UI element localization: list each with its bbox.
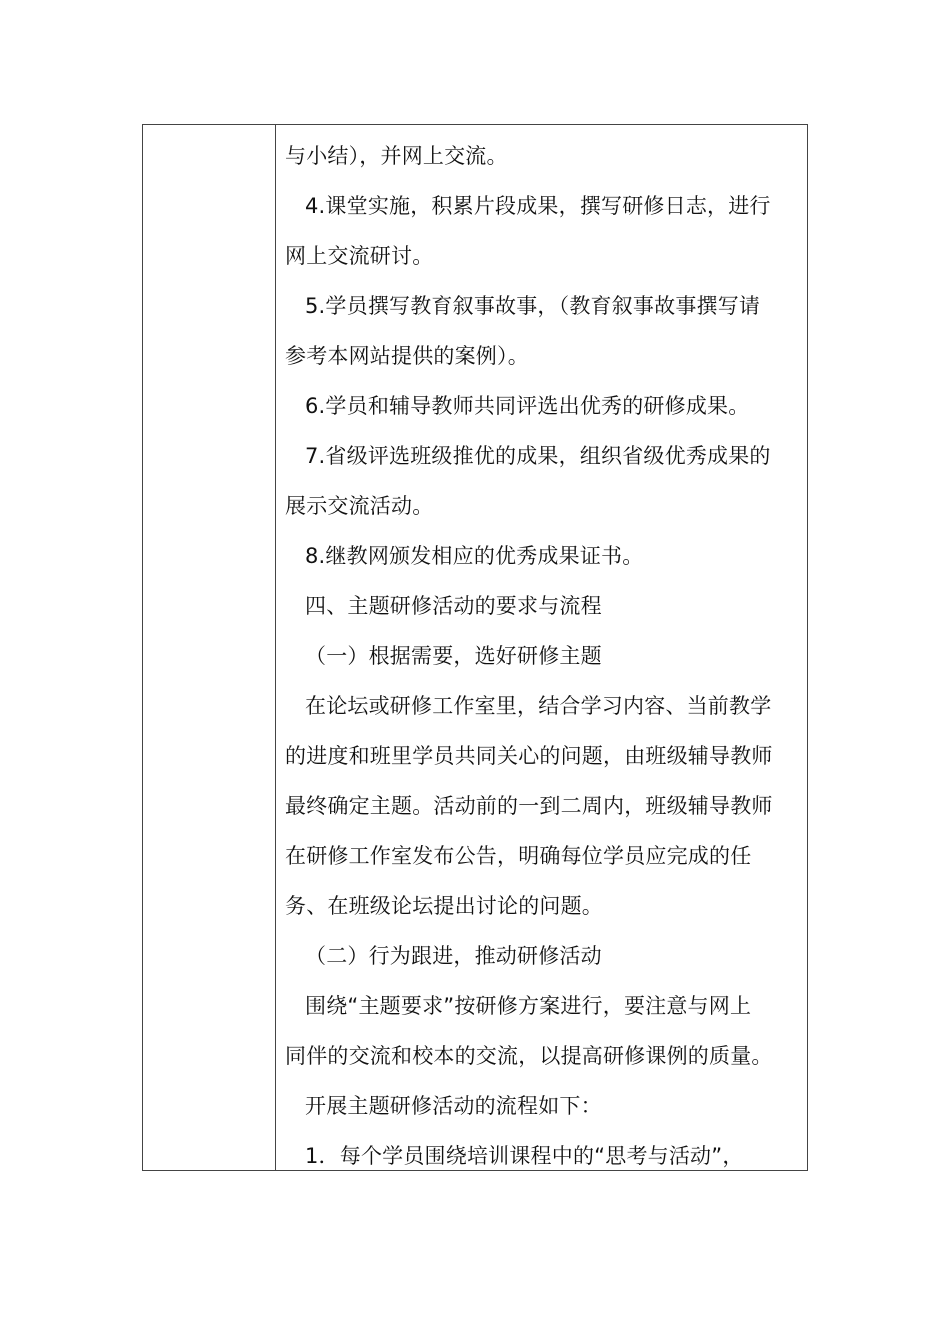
- text-line: 与小结），并网上交流。: [285, 144, 508, 168]
- text-line: 在论坛或研修工作室里，结合学习内容、当前教学: [305, 694, 772, 718]
- text-line: 5.学员撰写教育叙事故事，（教育叙事故事撰写请: [305, 294, 761, 318]
- table-left-cell: [143, 125, 276, 1170]
- text-line: 最终确定主题。活动前的一到二周内，班级辅导教师: [285, 794, 773, 818]
- text-line: 8.继教网颁发相应的优秀成果证书。: [305, 544, 644, 568]
- text-line: 1．每个学员围绕培训课程中的“思考与活动”，: [305, 1144, 744, 1168]
- text-line: 展示交流活动。: [285, 494, 434, 518]
- subsection-heading: （一）根据需要，选好研修主题: [305, 644, 602, 668]
- text-line: 参考本网站提供的案例）。: [285, 344, 529, 368]
- section-heading: 四、主题研修活动的要求与流程: [305, 594, 602, 618]
- text-line: 开展主题研修活动的流程如下：: [305, 1094, 602, 1118]
- text-line: 的进度和班里学员共同关心的问题，由班级辅导教师: [285, 744, 773, 768]
- content-table: [142, 124, 808, 1171]
- text-line: 围绕“主题要求”按研修方案进行，要注意与网上: [305, 994, 752, 1018]
- text-line: 在研修工作室发布公告，明确每位学员应完成的任: [285, 844, 752, 868]
- text-line: 网上交流研讨。: [285, 244, 434, 268]
- text-line: 4.课堂实施，积累片段成果，撰写研修日志，进行: [305, 194, 771, 218]
- table-right-cell: [276, 125, 807, 1170]
- text-line: 6.学员和辅导教师共同评选出优秀的研修成果。: [305, 394, 750, 418]
- text-line: 务、在班级论坛提出讨论的问题。: [285, 894, 603, 918]
- text-line: 7.省级评选班级推优的成果，组织省级优秀成果的: [305, 444, 771, 468]
- text-line: 同伴的交流和校本的交流，以提高研修课例的质量。: [285, 1044, 773, 1068]
- subsection-heading: （二）行为跟进，推动研修活动: [305, 944, 602, 968]
